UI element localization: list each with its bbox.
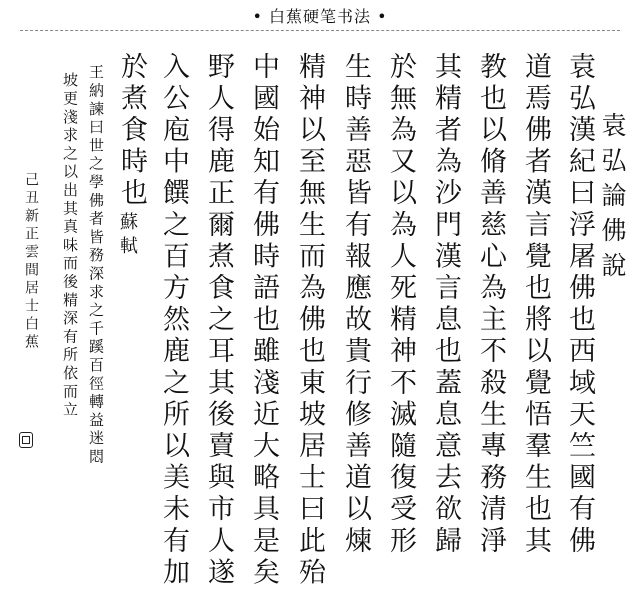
text-column: 中國始知有佛時語也雖淺近大略具是矣: [248, 52, 279, 589]
text-column: 袁弘漢紀曰浮屠佛也西域天竺國有佛: [564, 52, 595, 558]
annotation-column: 王納諫曰世之學佛者皆務深求之千蹊百徑轉益迷悶: [87, 64, 105, 467]
calligraphy-text: [0, 52, 640, 589]
annotation-column: 坡更淺求之以出其真味而後精深有所依而立: [61, 72, 79, 420]
text-column: 其精者為沙門漢言息也蓋息意去欲歸: [430, 52, 461, 558]
text-column: 教也以脩善慈心為主不殺生專務清淨: [475, 52, 506, 558]
text-column: 野人得鹿正爾煮食之耳其後賣與市人遂: [203, 52, 234, 589]
seal-stamp-icon: [19, 432, 33, 448]
page-title: • 白蕉硬笔书法 •: [252, 7, 388, 26]
colophon: 己丑新正雲間居士白蕉: [23, 172, 39, 352]
text-column: 入公庖中饌之百方然鹿之所以美未有加: [158, 52, 189, 589]
text-column-last: 於煮食時也: [116, 52, 147, 210]
header-divider: [20, 30, 620, 31]
page-header: [0, 0, 640, 32]
text-column: 於無為又以為人死精神不滅隨復受形: [385, 52, 416, 558]
text-column: 精神以至無生而為佛也東坡居士曰此殆: [294, 52, 325, 589]
essay-title: 袁弘論佛說: [598, 112, 627, 287]
text-column: 道焉佛者漢言覺也將以覺悟羣生也其: [520, 52, 551, 558]
author-signature: 蘇軾: [117, 212, 138, 260]
text-column: 生時善惡皆有報應故貴行修善道以煉: [340, 52, 371, 558]
